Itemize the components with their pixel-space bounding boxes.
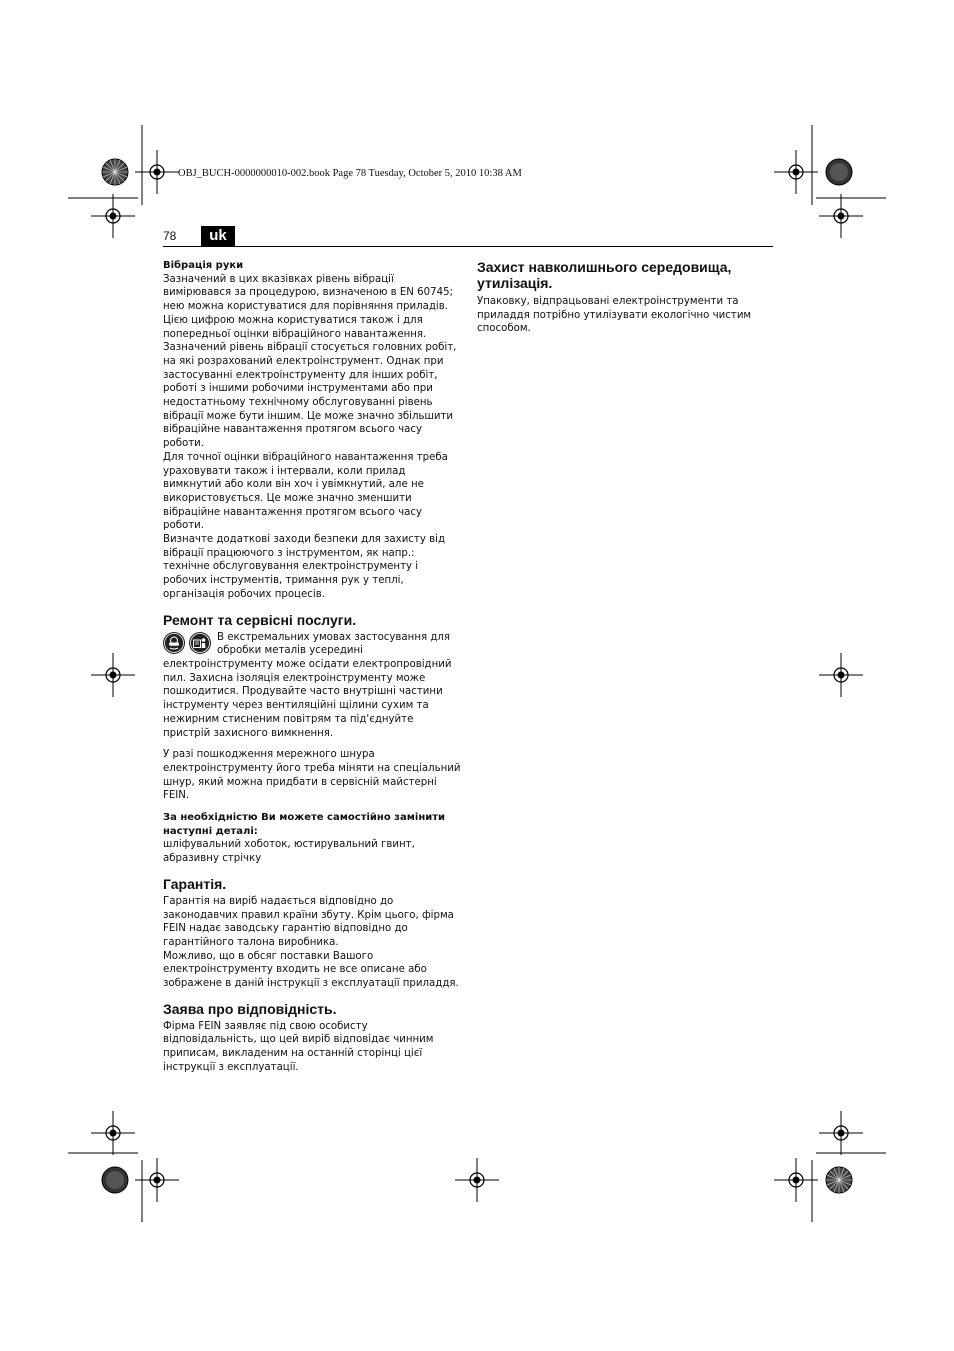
vibration-paragraph-4: Визначте додаткові заходи безпеки для захисту від вібрації працюючого з інструментом, як напр.: технічне обслуговування електроінструменту і робочих інструментів, тримання рук у теплі, організація робочих процесів.: [163, 534, 445, 600]
repair-cord-paragraph: У разі пошкодження мережного шнура електроінструменту його треба міняти на спеціальний шнур, який можна придбати в сервісній майстерні FEIN.: [163, 749, 461, 802]
conformity-heading: Заява про відповідність.: [163, 1000, 337, 1017]
conformity-paragraph: Фірма FEIN заявляє під свою особисту відповідальність, що цей виріб відповідає чинним приписам, викладеним на останній сторінці цієї інструкції з експлуатації.: [163, 1020, 434, 1073]
warranty-heading: Гарантія.: [163, 875, 227, 892]
warranty-paragraph-1: Гарантія на виріб надається відповідно до законодавчих правил країни збуту. Крім цього, фірма FEIN надає заводську гарантію відповідно до гарантійного талона виробника.: [163, 895, 454, 948]
replaceable-parts-list: шліфувальний хоботок, юстирувальний гвинт, абразивну стрічку: [163, 839, 415, 865]
repair-heading: Ремонт та сервісні послуги.: [163, 611, 357, 628]
repair-dust-paragraph: В екстремальних умовах застосування для обробки металів усередині електроінструменту може осідати електропровідний пил. Захисна ізоляція електроінструменту може пошкодитися. Продувайте часто внутрішні частини інструменту через вентиляційні щілини сухим та нежирним стисненим повітрям та під'єднуйте пристрій захисного вимкнення.: [163, 631, 452, 739]
vibration-paragraph-2: Зазначений рівень вібрації стосується головних робіт, на які розрахований електроінструмент. Однак при застосуванні електроінструменту для інших робіт, роботі з іншими робочими інструментами або при недостатньому технічному обслуговуванні рівень вібрації може бути іншим. Це може значно збільшити вібраційне навантаження протягом всього часу роботи.: [163, 342, 457, 450]
environment-paragraph: Упаковку, відпрацьовані електроінструменти та приладдя потрібно утилізувати екологічно чистим способом.: [477, 296, 752, 335]
vibration-heading: Вібрація руки: [163, 260, 244, 271]
environment-heading: Захист навколишнього середовища, утилізація.: [477, 259, 732, 291]
vibration-paragraph-1: Зазначений в цих вказівках рівень вібрації вимірювався за процедурою, визначеною в EN 60745; нею можна користуватися для порівняння приладів. Цією цифрою можна користуватися також і для попередньої оцінки вібраційного навантаження.: [163, 273, 454, 340]
print-header: OBJ_BUCH-0000000010-002.book Page 78 Tuesday, October 5, 2010 10:38 AM: [178, 168, 522, 179]
vibration-paragraph-3: Для точної оцінки вібраційного навантаження треба ураховувати також і інтервали, коли прилад вимкнутий або коли він хоч і увімкнутий, але не використовується. Це може значно зменшити вібраційне навантаження протягом всього часу роботи.: [163, 451, 448, 532]
warranty-paragraph-2: Можливо, що в обсяг поставки Вашого електроінструменту входить не все описане або зображене в даній інструкції з експлуатації приладдя.: [163, 950, 459, 990]
page-number: 78: [163, 229, 177, 243]
language-badge: uk: [201, 226, 235, 246]
replaceable-parts-heading: За необхідністю Ви можете самостійно замінити наступні деталі:: [163, 812, 446, 837]
